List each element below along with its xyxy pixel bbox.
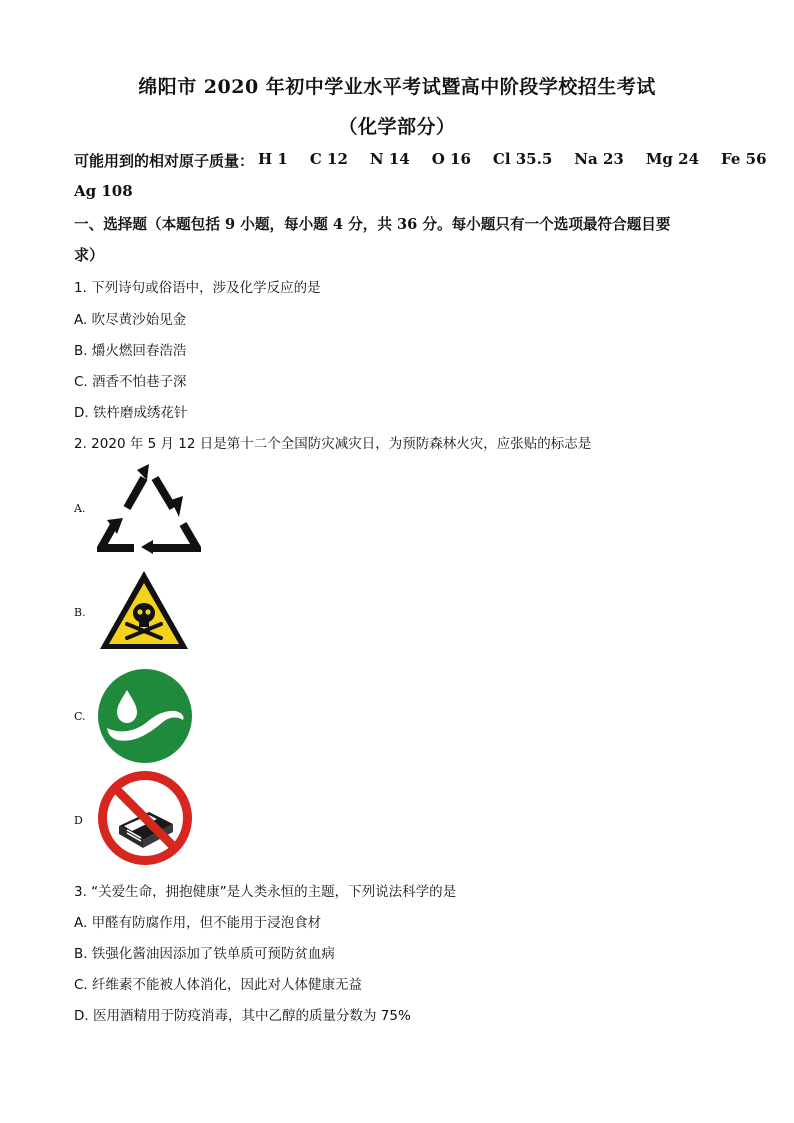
- exam-title: 绵阳市 2020 年初中学业水平考试暨高中阶段学校招生考试: [138, 76, 656, 98]
- atomic-masses-line: [74, 150, 767, 171]
- q2-stem: 2. 2020 年 5 月 12 日是第十二个全国防灾减灾日，为预防森林火灾，应张贴的标志是: [74, 436, 592, 452]
- q2-option-d-label: D: [74, 814, 83, 827]
- q2-option-a-label: A.: [74, 502, 86, 515]
- atomic-masses-label: 可能用到的相对原子质量：: [74, 152, 255, 170]
- exam-subtitle: （化学部分）: [338, 116, 456, 138]
- recycle-sign-icon: [97, 462, 201, 554]
- atomic-mass-wrap: Ag 108: [74, 182, 133, 200]
- q3-option-d: D. 医用酒精用于防疫消毒，其中乙醇的质量分数为 75%: [74, 1008, 411, 1024]
- atomic-mass-item: Fe 56: [721, 150, 767, 168]
- q2-option-c-label: C.: [74, 710, 86, 723]
- atomic-mass-item: N 14: [369, 150, 410, 168]
- q1-option-d: D. 铁杵磨成绣花针: [74, 405, 188, 421]
- q1-option-b: B. 爝火燃回春浩浩: [74, 343, 187, 359]
- atomic-mass-item: C 12: [309, 150, 348, 168]
- q2-option-b-label: B.: [74, 606, 86, 619]
- toxic-warning-sign-icon: [97, 568, 191, 652]
- atomic-mass-item: Na 23: [574, 150, 624, 168]
- water-saving-sign-icon: [97, 668, 193, 764]
- q1-option-c: C. 酒香不怕巷子深: [74, 374, 187, 390]
- q3-option-c: C. 纤维素不能被人体消化，因此对人体健康无益: [74, 977, 363, 993]
- atomic-mass-item: Cl 35.5: [492, 150, 553, 168]
- atomic-mass-item: O 16: [431, 150, 471, 168]
- q3-stem: 3. “关爱生命，拥抱健康”是人类永恒的主题，下列说法科学的是: [74, 884, 457, 900]
- q3-option-a: A. 甲醛有防腐作用，但不能用于浸泡食材: [74, 915, 322, 931]
- atomic-mass-item: H 1: [258, 150, 288, 168]
- section-heading-cont: 求）: [74, 246, 105, 264]
- section-heading: 一、选择题（本题包括 9 小题，每小题 4 分，共 36 分。每小题只有一个选项最符合题目要: [74, 216, 671, 233]
- q1-stem: 1. 下列诗句或俗语中，涉及化学反应的是: [74, 280, 321, 296]
- q3-option-b: B. 铁强化酱油因添加了铁单质可预防贫血病: [74, 946, 335, 962]
- no-fireworks-sign-icon: [97, 770, 193, 866]
- q1-option-a: A. 吹尽黄沙始见金: [74, 312, 187, 328]
- atomic-mass-item: Mg 24: [645, 150, 700, 168]
